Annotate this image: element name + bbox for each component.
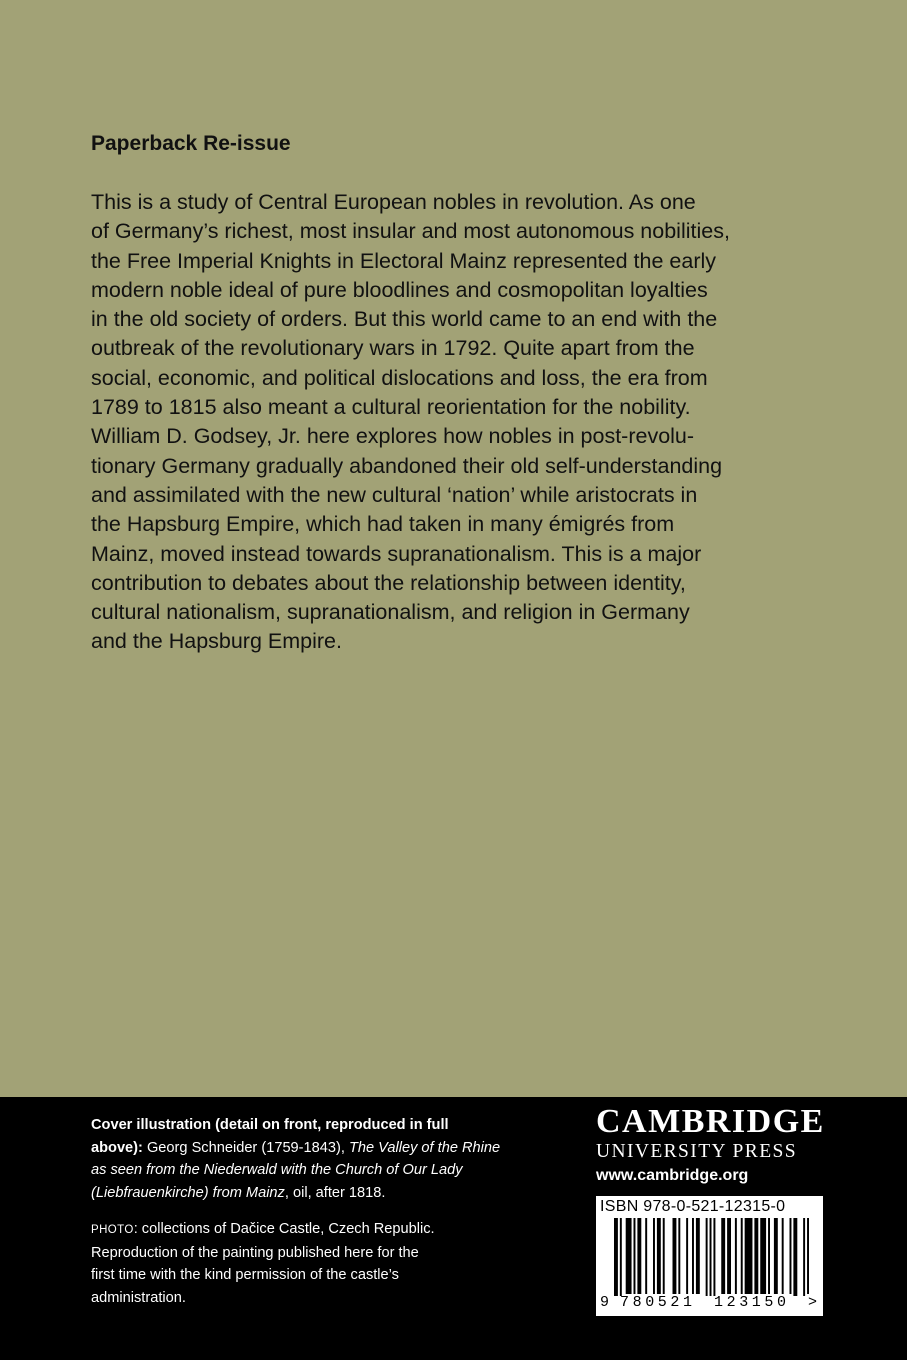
credit-artist: Georg Schneider (1759-1843), xyxy=(142,1139,349,1156)
description-line: of Germany’s richest, most insular and most autonomous nobilities, xyxy=(91,219,730,244)
description-line: and the Hapsburg Empire. xyxy=(91,629,342,654)
cover-credits xyxy=(91,1114,511,1309)
painting-title: (Liebfrauenkirche) from Mainz xyxy=(91,1184,285,1201)
barcode-right-digits: 123150 xyxy=(714,1294,790,1311)
barcode-lead-digit: 9 xyxy=(600,1294,610,1311)
description-line: the Hapsburg Empire, which had taken in many émigrés from xyxy=(91,512,675,537)
barcode-bar xyxy=(614,1218,618,1296)
painting-title: The Valley of the Rhine xyxy=(348,1139,501,1156)
photo-label: PHOTO xyxy=(91,1224,134,1236)
description-line: in the old society of orders. But this world came to an end with the xyxy=(91,307,718,332)
isbn-barcode xyxy=(596,1196,823,1316)
barcode-bar xyxy=(692,1218,694,1294)
barcode-bar xyxy=(637,1218,641,1294)
painting-medium: , oil, after 1818. xyxy=(284,1184,386,1201)
photo-credit xyxy=(91,1218,511,1309)
barcode-bar xyxy=(686,1218,688,1294)
barcode-bar xyxy=(768,1218,770,1294)
description-line: social, economic, and political dislocations and loss, the era from xyxy=(91,365,708,390)
description-line: This is a study of Central European nobles in revolution. As one xyxy=(91,190,696,214)
barcode-bar xyxy=(706,1218,708,1296)
barcode-bar xyxy=(663,1218,665,1294)
barcode-bar xyxy=(745,1218,753,1294)
publisher-logo xyxy=(596,1103,825,1189)
credit-bold: Cover illustration (detail on front, reproduced in full xyxy=(91,1117,449,1133)
barcode-bar xyxy=(626,1218,632,1294)
barcode-bar xyxy=(721,1218,725,1294)
publisher-url[interactable]: www.cambridge.org xyxy=(596,1167,749,1184)
barcode-bar xyxy=(790,1218,792,1294)
barcode-bar xyxy=(754,1218,758,1294)
barcode-marker: > xyxy=(808,1294,818,1311)
barcode-left-digits: 780521 xyxy=(620,1294,696,1311)
credit-line xyxy=(91,1114,511,1137)
barcode-bar xyxy=(774,1218,778,1294)
barcode-digits xyxy=(596,1294,823,1314)
credit-line: Reproduction of the painting published here for the xyxy=(91,1244,419,1261)
publisher-subtitle: UNIVERSITY PRESS xyxy=(596,1141,797,1162)
publisher-name: CAMBRIDGE xyxy=(596,1103,825,1140)
credit-line xyxy=(91,1137,511,1160)
barcode-bar xyxy=(727,1218,731,1294)
barcode-bar xyxy=(657,1218,661,1294)
description-line: and assimilated with the new cultural ‘nation’ while aristocrats in xyxy=(91,482,698,507)
barcode-bar xyxy=(713,1218,715,1296)
credit-line xyxy=(91,1218,511,1242)
book-description xyxy=(91,188,811,657)
credit-line: first time with the kind permission of the castle’s xyxy=(91,1267,399,1283)
barcode-bars xyxy=(596,1216,823,1296)
barcode-bar xyxy=(696,1218,700,1294)
barcode-bar xyxy=(807,1218,809,1294)
description-line: William D. Godsey, Jr. here explores how nobles in post-revolu- xyxy=(91,424,695,449)
barcode-bar xyxy=(620,1218,622,1296)
barcode-bar xyxy=(678,1218,680,1294)
barcode-bar xyxy=(735,1218,737,1294)
barcode-bar xyxy=(782,1218,784,1294)
description-line: cultural nationalism, supranationalism, and religion in Germany xyxy=(91,600,690,625)
barcode-bar xyxy=(634,1218,636,1294)
barcode-bar xyxy=(760,1218,766,1294)
barcode-bar xyxy=(645,1218,647,1294)
description-line: contribution to debates about the relationship between identity, xyxy=(91,570,686,595)
photo-source: : collections of Dačice Castle, Czech Republic. xyxy=(133,1221,435,1237)
barcode-bar xyxy=(803,1218,805,1296)
description-line: tionary Germany gradually abandoned their old self-understanding xyxy=(91,453,723,478)
description-line: modern noble ideal of pure bloodlines and cosmopolitan loyalties xyxy=(91,277,708,302)
description-line: 1789 to 1815 also meant a cultural reorientation for the nobility. xyxy=(91,395,691,420)
credit-bold: above): xyxy=(91,1139,143,1156)
barcode-bar xyxy=(673,1218,677,1294)
barcode-bar xyxy=(653,1218,655,1294)
barcode-bar xyxy=(793,1218,797,1296)
barcode-bar xyxy=(741,1218,743,1294)
credit-line xyxy=(91,1159,511,1182)
description-line: Mainz, moved instead towards supranationalism. This is a major xyxy=(91,541,702,566)
painting-title: as seen from the Niederwald with the Church of Our Lady xyxy=(91,1162,463,1178)
description-line: outbreak of the revolutionary wars in 1792. Quite apart from the xyxy=(91,336,695,361)
description-line: the Free Imperial Knights in Electoral Mainz represented the early xyxy=(91,248,717,273)
credit-line xyxy=(91,1182,511,1205)
barcode-bar xyxy=(710,1218,712,1296)
credit-line: administration. xyxy=(91,1289,186,1306)
reissue-heading: Paperback Re-issue xyxy=(91,132,291,155)
isbn-number: ISBN 978-0-521-12315-0 xyxy=(600,1198,786,1215)
